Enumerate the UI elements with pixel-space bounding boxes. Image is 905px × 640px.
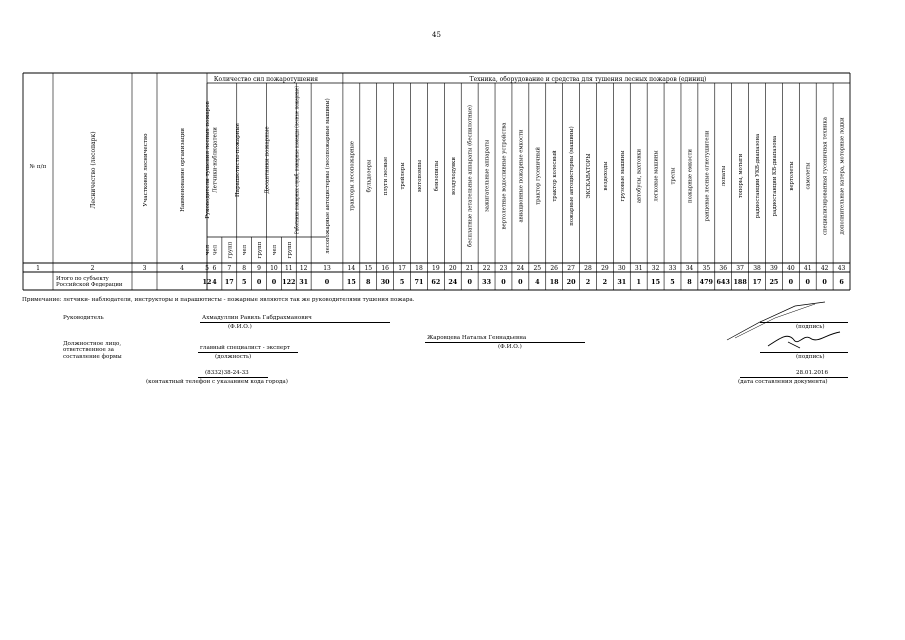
column-number: 10 bbox=[270, 265, 278, 272]
force-column-header: Летчики-наблюдатели bbox=[212, 127, 219, 193]
num-column-header: № п/п bbox=[29, 164, 47, 170]
column-number: 1 bbox=[36, 265, 40, 272]
official-name: Жаровцева Наталья Геннадьевна bbox=[427, 335, 527, 341]
column-number: 20 bbox=[448, 265, 457, 272]
column-number: 7 bbox=[227, 265, 232, 272]
unit-label: групп bbox=[257, 241, 264, 259]
total-row-value: 122 bbox=[282, 278, 296, 286]
head-fio-caption: (Ф.И.О.) bbox=[228, 324, 252, 330]
equipment-column-header: легковые машины bbox=[653, 150, 660, 202]
total-row-value: 5 bbox=[241, 278, 247, 286]
equipment-column-header: зажигательные аппараты bbox=[484, 139, 491, 213]
document-date: 28.01.2016 bbox=[796, 370, 829, 376]
total-row-value: 1 bbox=[636, 278, 641, 286]
total-row-value: 25 bbox=[769, 278, 779, 286]
equipment-column-header: бензопилы bbox=[433, 160, 440, 192]
organization-column-header: Наименование организации bbox=[180, 128, 186, 212]
equipment-column-header: самолеты bbox=[805, 162, 812, 190]
column-number: 32 bbox=[651, 265, 660, 272]
total-row-value: 15 bbox=[651, 278, 661, 286]
total-row-value: 71 bbox=[414, 278, 424, 286]
head-label: Руководитель bbox=[63, 315, 104, 321]
equipment-column-header: дополнительные катера, моторные лодки bbox=[839, 117, 846, 235]
column-number: 24 bbox=[516, 265, 525, 272]
unit-label: чел bbox=[242, 244, 249, 256]
head-name: Ахмадуллин Равиль Габдрахманович bbox=[202, 315, 312, 321]
equipment-column-header: воздуходувки bbox=[450, 157, 457, 195]
unit-label: чел bbox=[205, 244, 211, 256]
force-column-header: Парашютисты-пожарные bbox=[234, 123, 241, 197]
equipment-column-header: вертолетные водосливные устройства bbox=[501, 122, 508, 230]
total-row-value: 31 bbox=[617, 278, 627, 286]
unit-label: групп bbox=[227, 241, 234, 259]
equipment-column-header: грузовые машины bbox=[619, 150, 626, 202]
equipment-column-header: ранцевые лесные огнетушители bbox=[704, 130, 711, 222]
column-number: 19 bbox=[432, 265, 440, 272]
equipment-column-header: авиационные пожарные емкости bbox=[518, 129, 525, 223]
unit-label: групп bbox=[286, 241, 293, 259]
column-number: 14 bbox=[347, 265, 356, 272]
column-number: 35 bbox=[702, 265, 711, 272]
equipment-column-header: бесплатные летательные аппараты (беспилотные) bbox=[467, 105, 474, 247]
forestry-column-header: Лесничество (лесопарк) bbox=[90, 131, 97, 209]
total-row-value: 8 bbox=[366, 278, 371, 286]
equipment-column-header: трейлеры bbox=[400, 162, 407, 190]
column-number: 36 bbox=[719, 265, 728, 272]
total-row-value: 30 bbox=[380, 278, 390, 286]
total-row-value: 0 bbox=[467, 278, 472, 286]
column-number: 34 bbox=[685, 265, 694, 272]
page-number: 45 bbox=[432, 31, 441, 39]
date-caption: (дата составления документа) bbox=[738, 379, 828, 385]
total-row-value: 5 bbox=[670, 278, 675, 286]
total-row-value: 2 bbox=[585, 278, 591, 286]
date-line bbox=[740, 377, 848, 378]
equipment-column-header: пожарные емкости bbox=[687, 149, 694, 203]
head-signature-caption: (подпись) bbox=[796, 324, 825, 330]
force-column-header: Десантники-пожарные bbox=[264, 126, 271, 194]
equipment-group-header: Техника, оборудование и средства для тушения лесных пожаров (единиц) bbox=[469, 76, 707, 83]
equipment-column-header: мотопомпы bbox=[416, 159, 423, 193]
total-row-value: 0 bbox=[788, 278, 794, 286]
official-position: главный специалист - эксперт bbox=[200, 345, 290, 351]
total-row-value: 31 bbox=[299, 278, 309, 286]
total-row-value: 5 bbox=[399, 278, 405, 286]
equipment-column-header: вездеходы bbox=[602, 161, 609, 191]
total-row-value: 6 bbox=[839, 278, 844, 286]
total-row-value: 18 bbox=[549, 278, 559, 286]
phone-line bbox=[198, 377, 268, 378]
total-row-value: 4 bbox=[535, 278, 540, 286]
equipment-column-header: пожарные автоцистерны (машины) bbox=[569, 126, 576, 226]
column-number: 31 bbox=[634, 265, 643, 272]
total-row-value: 15 bbox=[346, 278, 356, 286]
column-number: 38 bbox=[753, 265, 761, 272]
column-number: 13 bbox=[323, 265, 331, 272]
column-number: 29 bbox=[601, 265, 609, 272]
equipment-column-header: специализированная гусеничная техника bbox=[822, 117, 829, 235]
total-row-value: 188 bbox=[733, 278, 747, 286]
official-fio-caption: (Ф.И.О.) bbox=[498, 344, 522, 350]
total-row-value: 24 bbox=[448, 278, 458, 286]
unit-label: чел bbox=[212, 244, 219, 256]
equipment-column-header: бульдозеры bbox=[366, 159, 373, 193]
total-row-value: 0 bbox=[501, 278, 506, 286]
total-row-value: 8 bbox=[687, 278, 692, 286]
forces-group-header: Количество сил пожаротушения bbox=[213, 76, 319, 83]
official-position-line bbox=[198, 352, 298, 353]
column-number: 15 bbox=[364, 265, 373, 272]
equipment-column-header: радиостанции УКВ-диапазона bbox=[755, 133, 762, 219]
column-number: 18 bbox=[415, 265, 423, 272]
total-row-value: 0 bbox=[805, 278, 810, 286]
total-row-value: 33 bbox=[482, 278, 492, 286]
column-number: 16 bbox=[381, 265, 389, 272]
column-number: 41 bbox=[803, 265, 812, 272]
column-number: 30 bbox=[617, 265, 626, 272]
column-number: 37 bbox=[736, 265, 744, 272]
official-signature-mark bbox=[760, 328, 845, 354]
column-number: 6 bbox=[212, 265, 217, 272]
column-number: 27 bbox=[567, 265, 575, 272]
column-number: 22 bbox=[482, 265, 491, 272]
table-note: Примечание: летчики- наблюдатели, инструкторы и парашютисты - пожарные являются так же руководителями тушения пожара. bbox=[22, 297, 415, 303]
official-signature-caption: (подпись) bbox=[796, 354, 825, 360]
equipment-column-header: топоры, мотыги bbox=[738, 153, 745, 199]
column-number: 21 bbox=[465, 265, 474, 272]
total-row-value: 0 bbox=[518, 278, 523, 286]
force-column-header: Работники пожарных служб, пожарные команды (лесные пожарные) bbox=[294, 31, 301, 234]
total-row-value: 20 bbox=[566, 278, 576, 286]
column-number: 43 bbox=[837, 265, 846, 272]
total-row-value: 479 bbox=[699, 278, 713, 286]
total-row-value: 0 bbox=[324, 278, 330, 286]
equipment-column-header: трелы bbox=[670, 167, 677, 185]
equipment-column-header: тракторы лесопожарные bbox=[349, 141, 356, 211]
column-number: 2 bbox=[90, 265, 95, 272]
total-row-value: 2 bbox=[602, 278, 608, 286]
total-row-value: 17 bbox=[752, 278, 762, 286]
total-row-value: 4 bbox=[212, 278, 217, 286]
column-number: 25 bbox=[533, 265, 542, 272]
column-number: 40 bbox=[787, 265, 795, 272]
column-number: 8 bbox=[242, 265, 247, 272]
equipment-column-header: лесопожарные автоцистерны (лесопожарные машины) bbox=[325, 98, 332, 254]
column-number: 23 bbox=[499, 265, 508, 272]
unit-label: чел bbox=[271, 244, 278, 256]
column-number: 4 bbox=[180, 265, 184, 272]
official-signature-line bbox=[760, 352, 848, 353]
column-number: 39 bbox=[770, 265, 778, 272]
column-number: 11 bbox=[284, 265, 293, 272]
column-number: 42 bbox=[820, 265, 829, 272]
official-position-caption: (должность) bbox=[215, 354, 252, 360]
equipment-column-header: плуги лесные bbox=[383, 156, 390, 196]
column-number: 28 bbox=[584, 265, 592, 272]
equipment-column-header: трактор гусеничный bbox=[535, 147, 542, 205]
phone-caption: (контактный телефон с указанием кода города) bbox=[146, 379, 288, 385]
total-row-value: 17 bbox=[224, 278, 234, 286]
total-row-value: 0 bbox=[271, 278, 277, 286]
force-column-header: Руководители тушения лесных пожаров bbox=[205, 101, 211, 219]
total-row-value: 643 bbox=[716, 278, 730, 286]
district-column-header: Участковое лесничество bbox=[143, 133, 149, 207]
column-number: 12 bbox=[299, 265, 308, 272]
equipment-column-header: автобусы, вахтовки bbox=[636, 148, 643, 204]
equipment-column-header: радиостанции КВ-диапазона bbox=[771, 135, 778, 217]
column-number: 33 bbox=[668, 265, 677, 272]
equipment-column-header: ЭКСКАВАТОРЫ bbox=[586, 153, 592, 199]
total-row-value: 62 bbox=[431, 278, 441, 286]
column-number: 26 bbox=[550, 265, 559, 272]
column-number: 5 bbox=[205, 265, 209, 272]
official-label: Должностное лицо, ответственное за составление формы bbox=[63, 341, 122, 360]
head-name-line bbox=[200, 322, 390, 323]
column-number: 9 bbox=[257, 265, 261, 272]
total-row-value: 0 bbox=[256, 278, 262, 286]
phone: (8332)38-24-33 bbox=[205, 370, 249, 376]
total-row-value: 12 bbox=[202, 278, 212, 286]
equipment-column-header: лопаты bbox=[721, 165, 728, 187]
equipment-column-header: трактор колесный bbox=[552, 150, 559, 202]
equipment-column-header: вертолеты bbox=[788, 161, 795, 191]
total-row-value: 0 bbox=[822, 278, 827, 286]
column-number: 3 bbox=[142, 265, 147, 272]
official-name-line bbox=[425, 342, 585, 343]
column-number: 17 bbox=[398, 265, 406, 272]
total-row-label: Итого по субъекту Российской Федерации bbox=[56, 276, 123, 289]
